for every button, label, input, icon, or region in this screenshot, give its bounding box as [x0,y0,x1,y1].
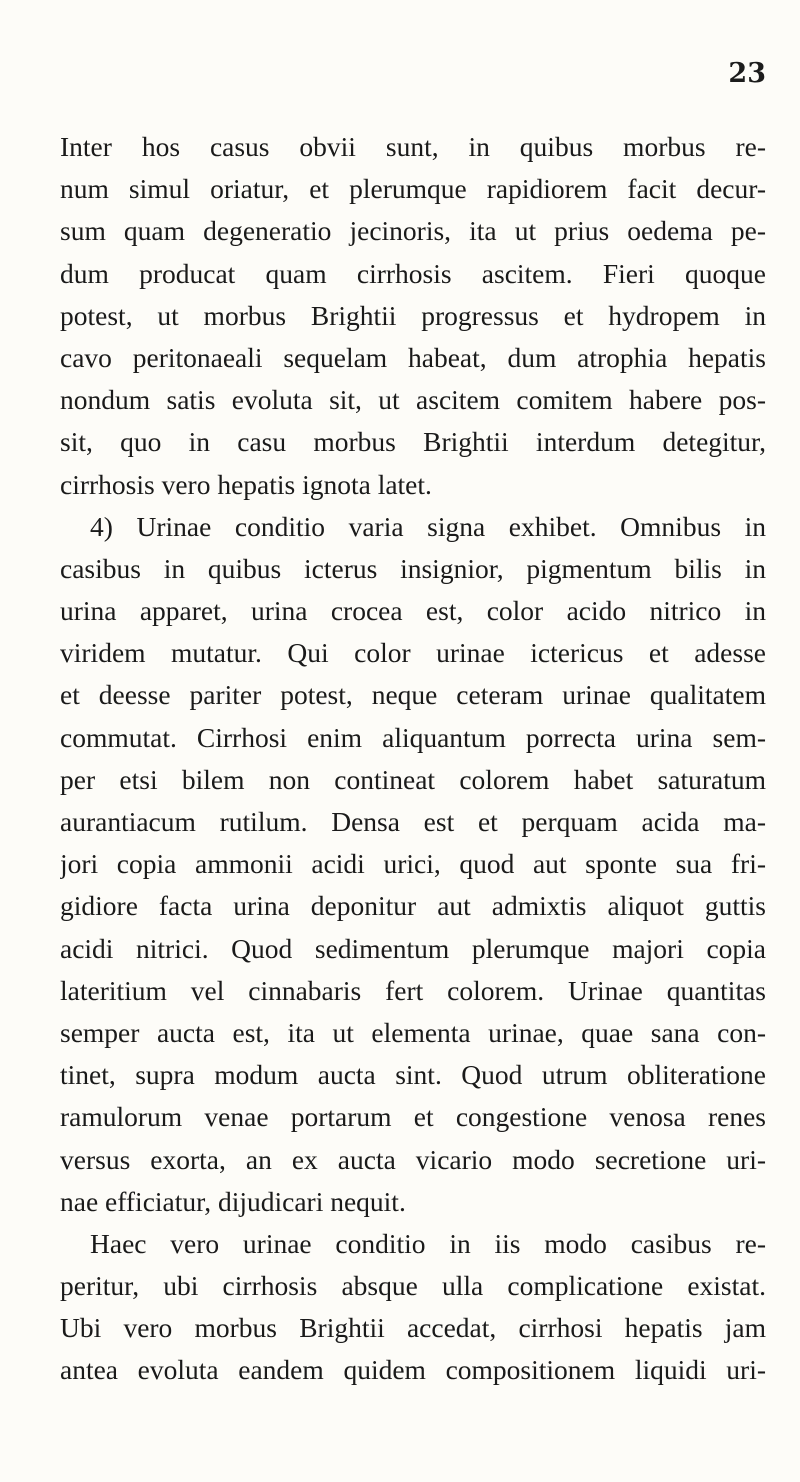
text-line: viridem mutatur. Qui color urinae ictericus et adesse [60,637,766,669]
paragraph-start-line: Haec vero urinae conditio in iis modo casibus re- [90,1227,766,1259]
text-line: dum producat quam cirrhosis ascitem. Fieri quoque [60,257,766,289]
text-line: per etsi bilem non contineat colorem habet saturatum [60,763,766,795]
text-line: Ubi vero morbus Brightii accedat, cirrhosi hepatis jam [60,1312,766,1344]
text-line: acidi nitrici. Quod sedimentum plerumque majori copia [60,932,766,964]
text-line: versus exorta, an ex aucta vicario modo secretione uri- [60,1143,766,1175]
text-line: antea evoluta eandem quidem compositionem liquidi uri- [60,1354,766,1386]
text-line: sit, quo in casu morbus Brightii interdum detegitur, [60,426,766,458]
text-line: peritur, ubi cirrhosis absque ulla complicatione existat. [60,1270,766,1302]
text-line: nae efficiatur, dijudicari nequit. [60,1185,406,1217]
text-line: urina apparet, urina crocea est, color acido nitrico in [60,595,766,627]
text-line: semper aucta est, ita ut elementa urinae, quae sana con- [60,1016,766,1048]
text-line: ramulorum venae portarum et congestione venosa renes [60,1101,766,1133]
text-line: Inter hos casus obvii sunt, in quibus morbus re- [60,131,766,162]
paragraph-start-line: 4) Urinae conditio varia signa exhibet. Omnibus in [90,510,766,542]
text-line: lateritium vel cinnabaris fert colorem. Urinae quantitas [60,974,766,1006]
text-line: potest, ut morbus Brightii progressus et hydropem in [60,299,766,331]
text-line: gidiore facta urina deponitur aut admixtis aliquot guttis [60,890,766,922]
text-line: num simul oriatur, et plerumque rapidiorem facit decur- [60,173,766,205]
text-line: casibus in quibus icterus insignior, pigmentum bilis in [60,552,766,584]
text-line: cavo peritonaeali sequelam habeat, dum atrophia hepatis [60,341,766,373]
page-number: 23 [728,58,766,89]
body-text [60,126,766,1392]
text-line: aurantiacum rutilum. Densa est et perquam acida ma- [60,806,766,837]
text-line: cirrhosis vero hepatis ignota latet. [60,468,432,500]
text-line: sum quam degeneratio jecinoris, ita ut prius oedema pe- [60,215,766,247]
text-line: jori copia ammonii acidi urici, quod aut sponte sua fri- [60,848,766,880]
text-line: tinet, supra modum aucta sint. Quod utrum obliteratione [60,1059,766,1091]
text-line: nondum satis evoluta sit, ut ascitem comitem habere pos- [60,384,766,416]
text-line: commutat. Cirrhosi enim aliquantum porrecta urina sem- [60,721,766,753]
text-line: et deesse pariter potest, neque ceteram urinae qualitatem [60,679,766,711]
